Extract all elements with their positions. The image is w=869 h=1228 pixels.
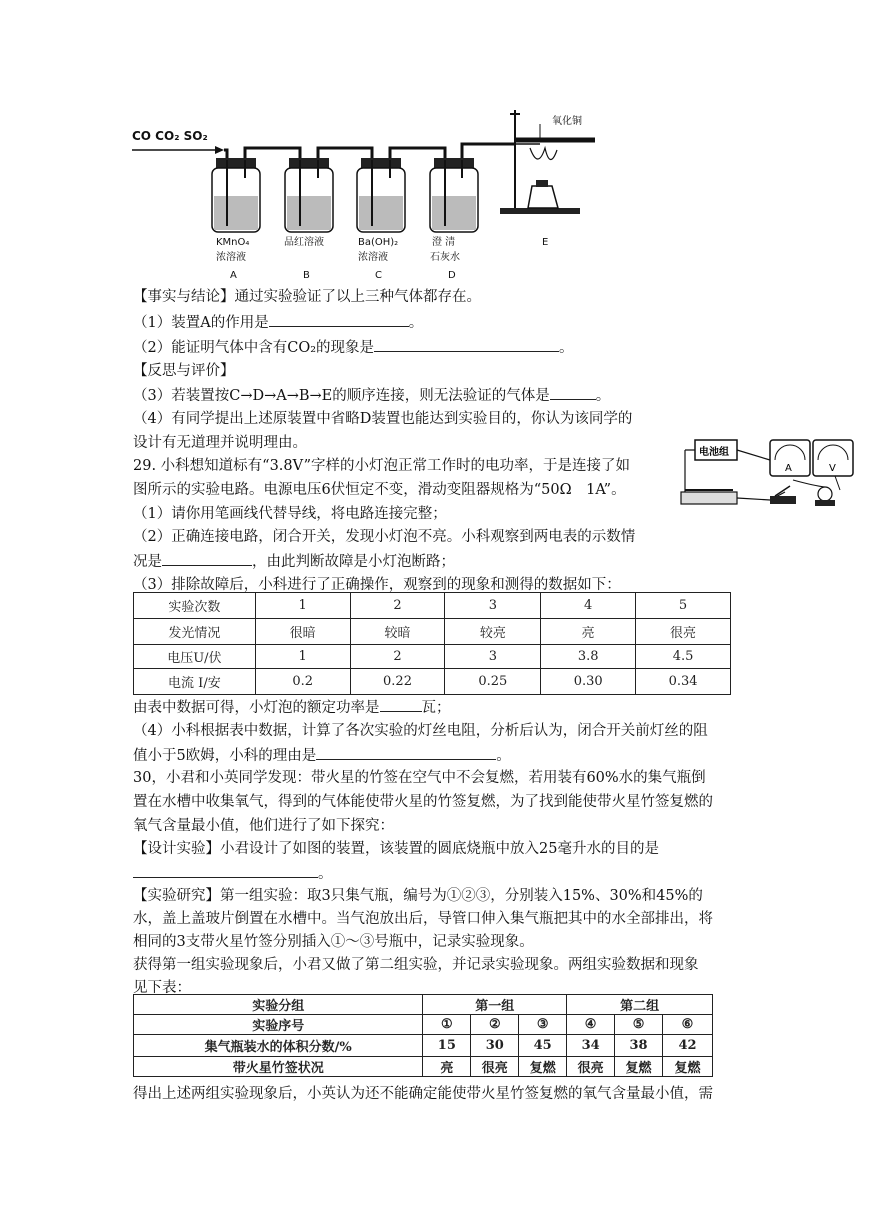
research-line3: 相同的3支带火星竹签分别插入①～③号瓶中，记录实验现象。	[133, 934, 534, 950]
answer-blank[interactable]	[133, 863, 318, 878]
burner-letter: E	[542, 237, 549, 248]
question-30-line2: 置在水槽中收集氧气，得到的气体能使带火星的竹签复燃，为了找到能使带火星竹签复燃的	[133, 794, 713, 810]
research-line2: 水，盖上盖玻片倒置在水槽中。当气泡放出后，导管口伸入集气瓶把其中的水全部排出，将	[133, 911, 713, 927]
reflection-heading: 【反思与评价】	[133, 363, 235, 379]
research-line5: 见下表：	[133, 980, 191, 996]
table-row: 实验次数 1 2 3 4 5	[134, 593, 731, 619]
table-row: 实验序号 ① ② ③ ④ ⑤ ⑥	[134, 1015, 713, 1035]
copper-oxide-label: 氧化铜	[552, 116, 582, 127]
svg-text:A: A	[785, 463, 792, 474]
bottle-d-letter: D	[448, 270, 456, 281]
question-3: （3）若装置按C→D→A→B→E的顺序连接，则无法验证的气体是 。	[133, 385, 610, 406]
answer-blank[interactable]	[374, 337, 559, 352]
question-29-power: 由表中数据可得，小灯泡的额定功率是 瓦；	[133, 697, 451, 718]
facts-conclusion-heading: 【事实与结论】通过实验验证了以上三种气体都存在。	[133, 289, 481, 305]
table-row: 电压U/伏 1 2 3 3.8 4.5	[134, 645, 731, 669]
question-29-2-line2: 况是 ，由此判断故障是小灯泡断路；	[133, 551, 455, 572]
answer-blank[interactable]	[269, 312, 409, 327]
question-30-line1: 30，小君和小英同学发现：带火星的竹签在空气中不会复燃，若用装有60%水的集气瓶倒	[133, 770, 706, 786]
circuit-figure	[675, 420, 855, 520]
lamp-data-table	[133, 592, 731, 695]
question-4-line1: （4）有同学提出上述原装置中省略D装置也能达到实验目的，你认为该同学的	[133, 411, 633, 427]
bottle-c-letter: C	[375, 270, 382, 281]
bottle-a	[212, 158, 260, 232]
bottle-a-reagent-2: 浓溶液	[216, 252, 246, 263]
battery-label: 电池组	[699, 447, 729, 458]
answer-blank[interactable]	[550, 385, 596, 400]
gas-mixture-label: CO CO₂ SO₂	[132, 129, 208, 143]
table-row: 带火星竹签状况 亮 很亮 复燃 很亮 复燃 复燃	[134, 1057, 713, 1077]
question-4-line2: 设计有无道理并说明理由。	[133, 435, 307, 451]
bottle-b-reagent: 品红溶液	[284, 237, 324, 248]
table-row: 发光情况 很暗 较暗 较亮 亮 很亮	[134, 619, 731, 645]
table-row: 集气瓶装水的体积分数/% 15 30 45 34 38 42	[134, 1035, 713, 1057]
svg-text:V: V	[829, 463, 836, 474]
bottle-b-letter: B	[303, 270, 310, 281]
design-experiment-line2: 。	[133, 863, 333, 884]
bottle-a-letter: A	[230, 270, 237, 281]
bottle-b	[285, 158, 333, 232]
bottle-c-reagent: Ba(OH)₂	[358, 237, 399, 248]
bottle-d-reagent: 澄 清	[432, 237, 456, 248]
question-29-line1: 29. 小科想知道标有“3.8V”字样的小灯泡正常工作时的电功率，于是连接了如	[133, 458, 631, 474]
bottle-a-reagent: KMnO₄	[216, 237, 250, 248]
oxygen-data-table	[133, 994, 713, 1077]
question-30-line3: 氧气含量最小值，他们进行了如下探究：	[133, 818, 394, 834]
closing-line: 得出上述两组实验现象后，小英认为还不能确定能使带火星竹签复燃的氧气含量最小值，需	[133, 1086, 713, 1102]
table-header-row: 实验分组 第一组 第二组	[134, 995, 713, 1015]
ammeter-icon	[770, 440, 810, 476]
answer-blank[interactable]	[380, 697, 422, 712]
design-experiment-line1: 【设计实验】小君设计了如图的装置，该装置的圆底烧瓶中放入25毫升水的目的是	[133, 841, 659, 857]
rheostat-icon	[681, 490, 737, 504]
voltmeter-icon	[813, 440, 853, 476]
question-29-line2: 图所示的实验电路。电源电压6伏恒定不变，滑动变阻器规格为“50Ω 1A”。	[133, 482, 626, 498]
question-29-3: （3）排除故障后，小科进行了正确操作，观察到的现象和测得的数据如下：	[133, 577, 621, 593]
bottle-c	[357, 158, 405, 232]
answer-blank[interactable]	[316, 745, 496, 760]
bottle-c-reagent-2: 浓溶液	[358, 252, 388, 263]
research-line4: 获得第一组实验现象后，小君又做了第二组实验，并记录实验现象。两组实验数据和现象	[133, 957, 699, 973]
table-row: 电流 I/安 0.2 0.22 0.25 0.30 0.34	[134, 669, 731, 695]
bulb-icon	[815, 487, 835, 506]
question-29-4-line1: （4）小科根据表中数据，计算了各次实验的灯丝电阻，分析后认为，闭合开关前灯丝的阻	[133, 723, 708, 739]
research-line1: 【实验研究】第一组实验：取3只集气瓶，编号为①②③，分别装入15%、30%和45%的	[133, 888, 703, 904]
bottle-d-reagent-2: 石灰水	[430, 252, 460, 263]
bottle-d	[430, 158, 478, 232]
answer-blank[interactable]	[162, 551, 252, 566]
switch-icon	[770, 486, 796, 504]
question-29-1: （1）请你用笔画线代替导线，将电路连接完整；	[133, 506, 447, 522]
question-29-2-line1: （2）正确连接电路，闭合开关，发现小灯泡不亮。小科观察到两电表的示数情	[133, 529, 636, 545]
question-29-4-line2: 值小于5欧姆，小科的理由是 。	[133, 745, 511, 766]
question-1: （1）装置A的作用是 。	[133, 312, 423, 333]
question-2: （2）能证明气体中含有CO₂的现象是 。	[133, 337, 574, 358]
gas-apparatus-figure	[120, 100, 600, 290]
